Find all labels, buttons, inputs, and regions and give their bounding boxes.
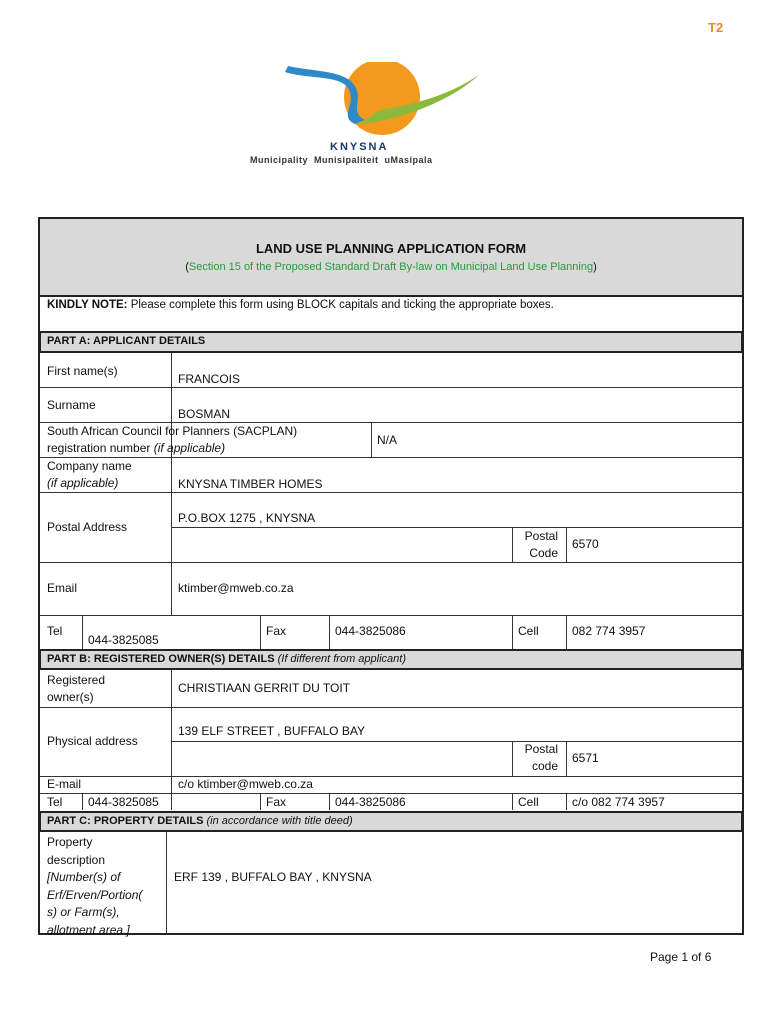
sacplan-label: South African Council for Planners (SACPLAN) registration number (if applicable) bbox=[47, 424, 298, 455]
owner-cell-field[interactable]: c/o 082 774 3957 bbox=[572, 795, 665, 809]
property-description-field[interactable]: ERF 139 , BUFFALO BAY , KNYSNA bbox=[174, 870, 372, 884]
logo-name: KNYSNA bbox=[330, 141, 389, 153]
form-header bbox=[40, 219, 742, 296]
form-title: LAND USE PLANNING APPLICATION FORM bbox=[255, 241, 527, 256]
owner-cell-label: Cell bbox=[518, 795, 539, 809]
postal-code-label: Postal Code bbox=[524, 529, 558, 560]
postal-address-field[interactable]: P.O.BOX 1275 , KNYSNA bbox=[178, 511, 316, 525]
owner-postal-code-field[interactable]: 6571 bbox=[572, 751, 599, 765]
first-name-field[interactable]: FRANCOIS bbox=[178, 372, 241, 386]
form-subtitle: (Section 15 of the Proposed Standard Draft By-law on Municipal Land Use Planning) bbox=[185, 261, 597, 273]
application-form bbox=[38, 217, 744, 935]
owner-tel-label: Tel bbox=[47, 795, 63, 809]
cell-label: Cell bbox=[518, 624, 539, 638]
owner-field[interactable]: CHRISTIAAN GERRIT DU TOIT bbox=[178, 681, 351, 695]
physical-address-field[interactable]: 139 ELF STREET , BUFFALO BAY bbox=[178, 724, 365, 738]
owner-fax-label: Fax bbox=[266, 795, 287, 809]
owner-email-field[interactable]: c/o ktimber@mweb.co.za bbox=[178, 777, 313, 791]
cell-field[interactable]: 082 774 3957 bbox=[572, 624, 646, 638]
fax-field[interactable]: 044-3825086 bbox=[335, 624, 406, 638]
postal-address-label: Postal Address bbox=[47, 520, 128, 534]
company-label: Company name (if applicable) bbox=[47, 459, 132, 490]
part-b-title: PART B: REGISTERED OWNER(S) DETAILS (If different from applicant) bbox=[47, 653, 406, 665]
company-field[interactable]: KNYSNA TIMBER HOMES bbox=[178, 477, 323, 491]
first-name-label: First name(s) bbox=[47, 364, 118, 378]
owner-label: Registered owner(s) bbox=[47, 673, 106, 704]
page-number: Page 1 of 6 bbox=[650, 950, 712, 964]
owner-email-label: E-mail bbox=[47, 777, 82, 791]
form-code: T2 bbox=[708, 20, 724, 35]
property-description-label: Property description [Number(s) of Erf/Erven/Portion( s) or Farm(s), allotment area.] bbox=[47, 835, 143, 937]
owner-fax-field[interactable]: 044-3825086 bbox=[335, 795, 406, 809]
fax-label: Fax bbox=[266, 624, 287, 638]
tel-label: Tel bbox=[47, 624, 63, 638]
surname-field[interactable]: BOSMAN bbox=[178, 407, 231, 421]
owner-tel-field[interactable]: 044-3825085 bbox=[88, 795, 159, 809]
kindly-note: KINDLY NOTE: Please complete this form using BLOCK capitals and ticking the appropriate boxes. bbox=[47, 299, 554, 311]
email-label: Email bbox=[47, 581, 78, 595]
part-a-title: PART A: APPLICANT DETAILS bbox=[47, 335, 206, 347]
sacplan-field[interactable]: N/A bbox=[377, 433, 398, 447]
tel-field[interactable]: 044-3825085 bbox=[88, 633, 159, 647]
logo-subtitle: Municipality Munisipaliteit uMasipala bbox=[250, 155, 433, 165]
surname-label: Surname bbox=[47, 398, 96, 412]
physical-address-label: Physical address bbox=[47, 734, 138, 748]
owner-postal-code-label: Postal code bbox=[524, 742, 558, 773]
postal-code-field[interactable]: 6570 bbox=[572, 537, 599, 551]
email-field[interactable]: ktimber@mweb.co.za bbox=[178, 581, 294, 595]
part-c-title: PART C: PROPERTY DETAILS (in accordance with title deed) bbox=[47, 815, 353, 827]
